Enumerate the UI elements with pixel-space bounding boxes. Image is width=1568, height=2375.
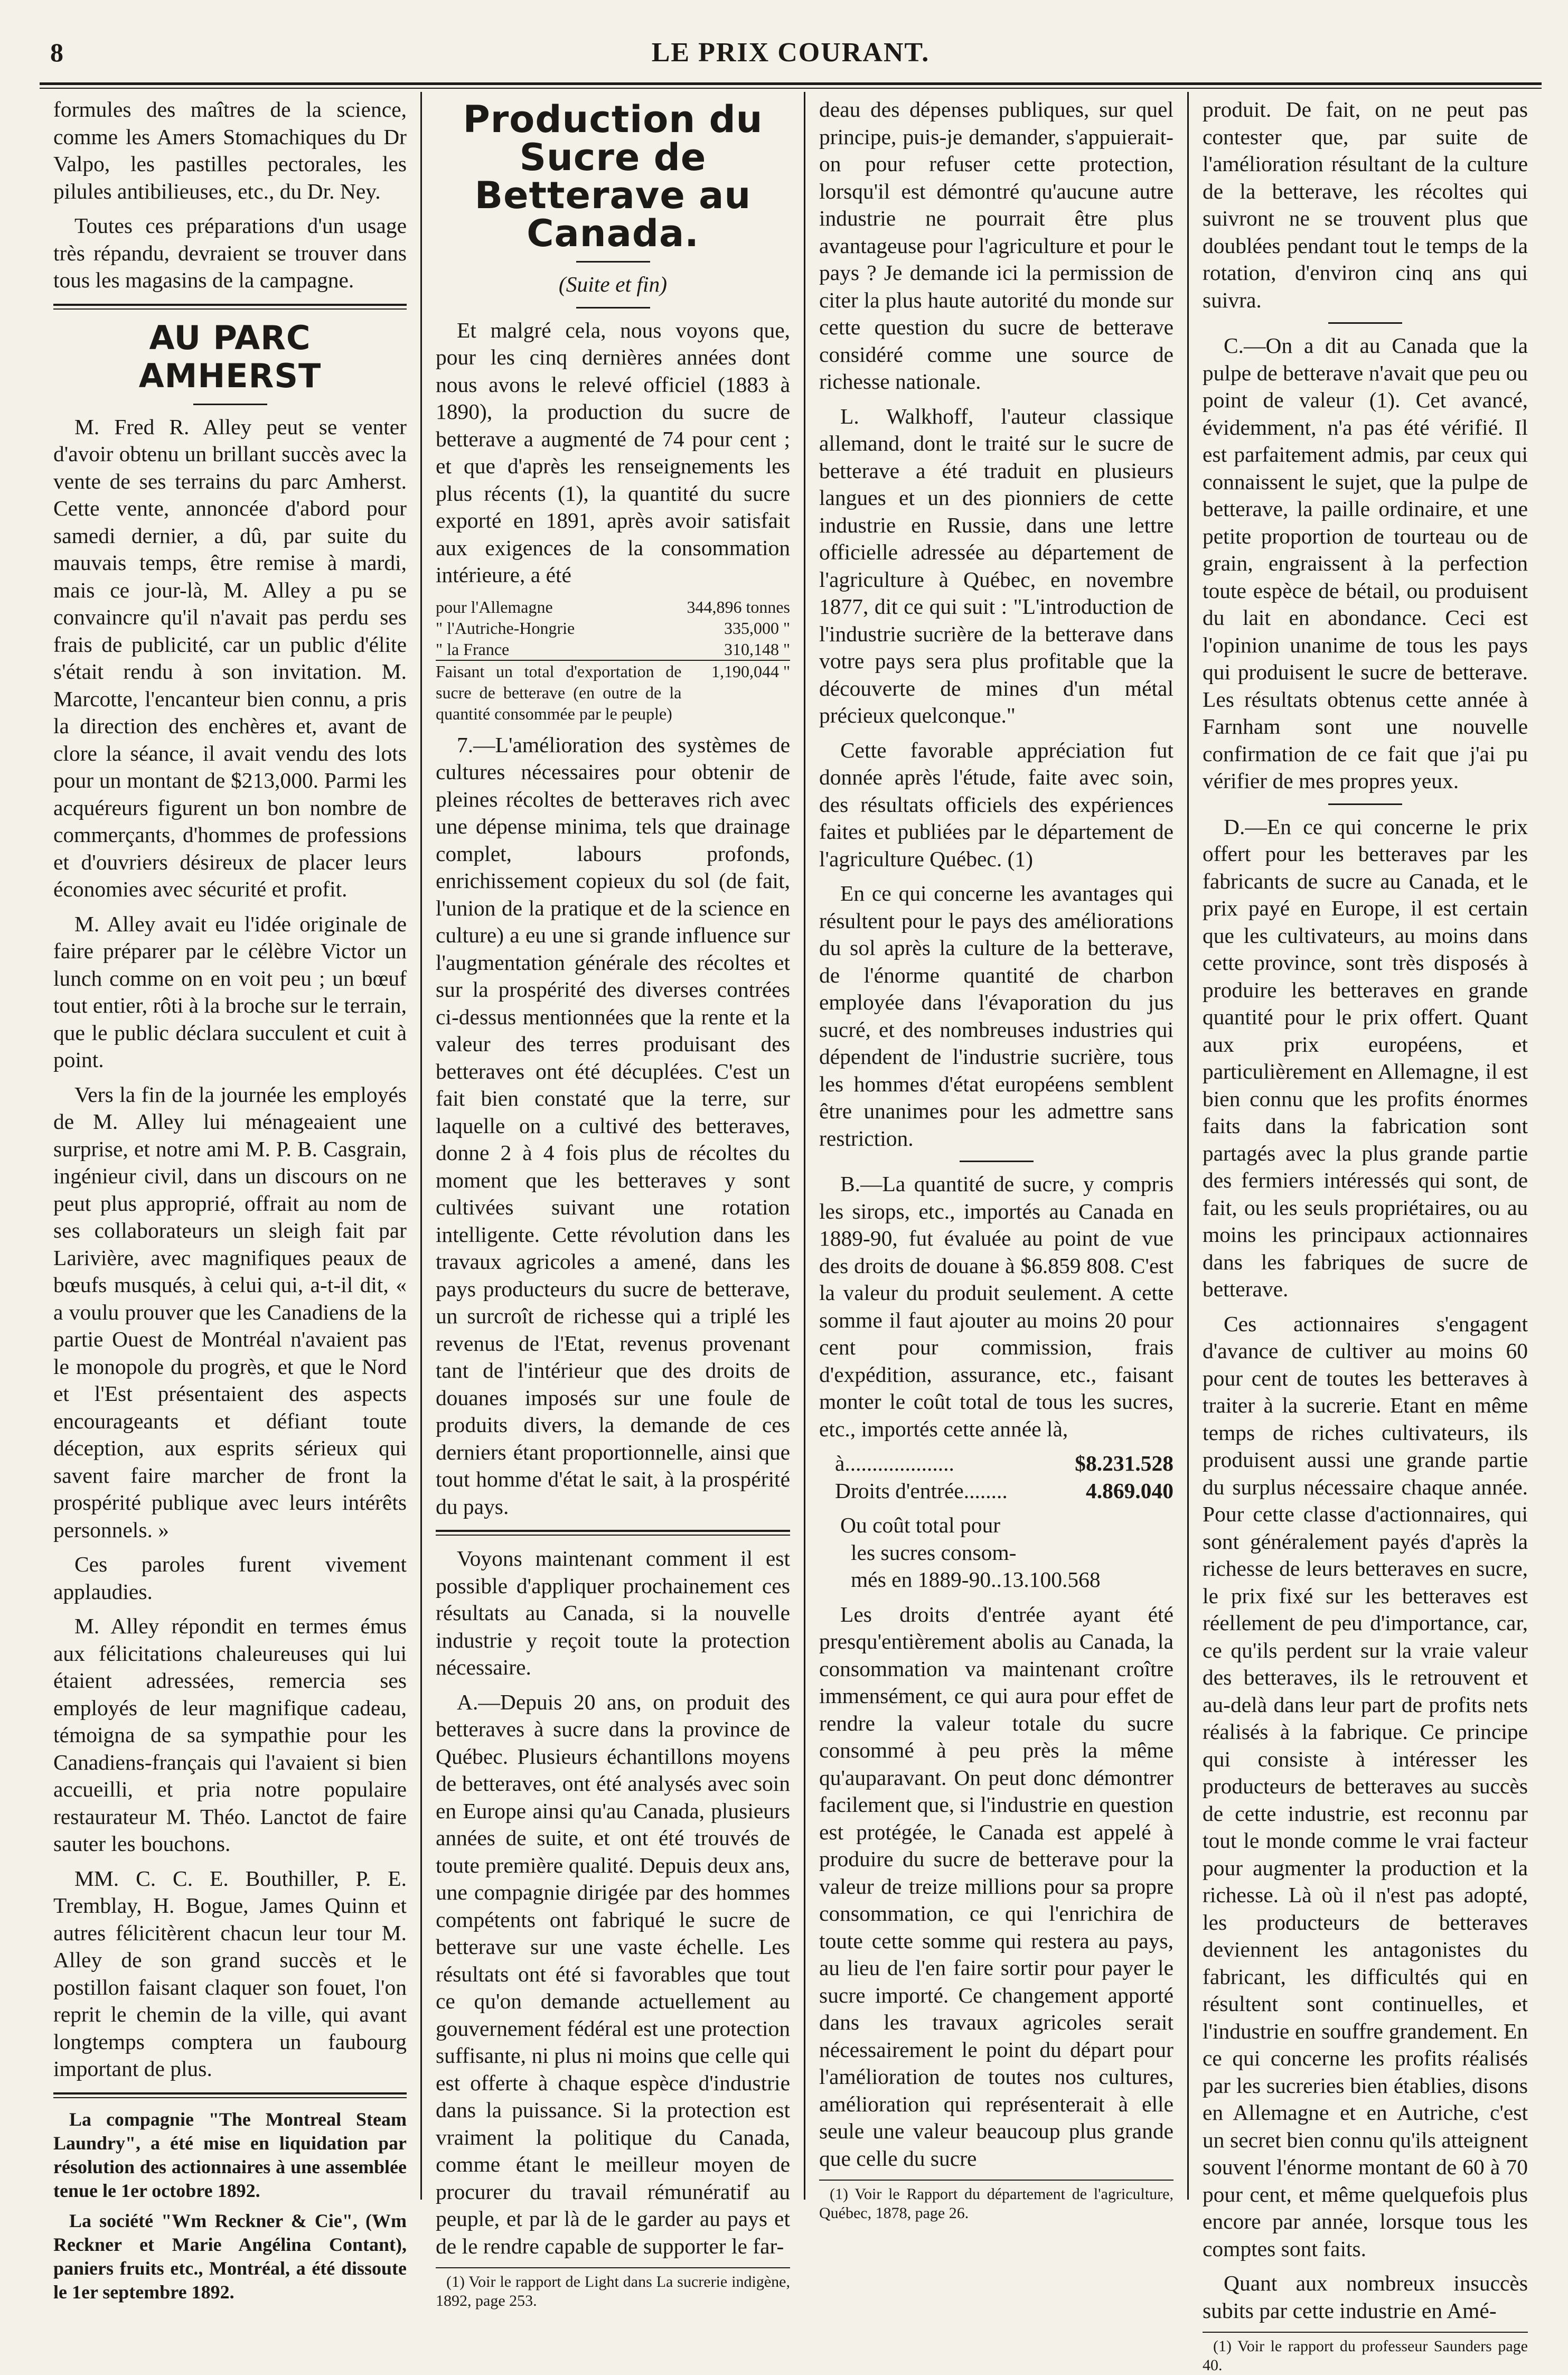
table-cell-value: 335,000 " [724, 618, 790, 638]
section-divider [1328, 803, 1402, 805]
legal-notice: La compagnie "The Montreal Steam Laundry", a été mise en liquidation par résolution des actionnaires à une assemblée tenue le 1er octobre 1892. [53, 2108, 407, 2201]
paragraph: Cette favorable appréciation fut donnée après l'étude, faite avec soin, des résultats officiels des expériences faites et publiées par le département de l'agriculture Québec. (1) [819, 737, 1173, 871]
figure-label: Droits d'entrée........ [835, 1478, 1008, 1503]
column-3 [805, 92, 1189, 2222]
paragraph: Toutes ces préparations d'un usage très répandu, devraient se trouver dans tous les magasins de la campagne. [53, 213, 407, 292]
column-1 [40, 92, 422, 2303]
paragraph: Quant aux nombreux insuccès subits par cette industrie en Amé- [1203, 2271, 1528, 2323]
section-divider [1328, 322, 1402, 324]
section-divider [960, 1161, 1034, 1162]
paragraph: L. Walkhoff, l'auteur classique allemand, dont le traité sur le sucre de betterave a été traduit en plusieurs langues et un des pionniers de cette industrie en Russie, dans une lettre officielle adressée au département de l'agriculture à Québec, en novembre 1877, dit ce qui suit : "L'introduction de l'industrie sucrière de la betterave dans votre pays sera plus profitable que la découverte de mines d'un métal précieux quelconque." [819, 404, 1173, 727]
legal-notice: La société "Wm Reckner & Cie", (Wm Reckner et Marie Angélina Contant), paniers fruits etc., Montréal, a été dissoute le 1er septembre 1892. [53, 2210, 407, 2303]
footnote-rule [1203, 2332, 1528, 2333]
paragraph: B.—La quantité de sucre, y compris les sirops, etc., importés au Canada en 1889-90, fut évaluée au point de vue des droits de douane à $6.859 808. C'est la valeur du produit seulement. A cette somme il faut ajouter au moins 20 pour cent pour commission, frais d'expédition, assurance, etc., faisant monter le coût total de tous les sucres, etc., importés cette année là, [819, 1172, 1173, 1441]
newspaper-title: LE PRIX COURANT. [651, 38, 930, 68]
columns [40, 92, 1542, 2374]
paragraph: Ces paroles furent vivement applaudies. [53, 1552, 407, 1604]
figure-row [819, 1478, 1173, 1505]
heading-rule [193, 404, 267, 405]
total-line: les sucres consom- [851, 1540, 1017, 1565]
section-divider [436, 1530, 790, 1536]
paragraph: Les droits d'entrée ayant été presqu'entièrement abolis au Canada, la consommation va maintenant croître immensément, ce qui aura pour effet de rendre la valeur totale du sucre consommé à peu près la même qu'auparavant. On peut donc démontrer facilement que, si l'industrie en question est protégée, le Canada est appelé à produire du sucre de betterave pour la valeur de treize millions pour sa propre consommation, ce qui l'enrichira de toute cette somme qui restera au pays, au lieu de l'en faire sortir pour payer le sucre importé. Ce changement apporté dans les travaux agricoles serait nécessairement le point du départ pour l'amélioration de toutes nos cultures, amélioration qui représenterait à elle seule une valeur beaucoup plus grande que celle du sucre [819, 1602, 1173, 2171]
footnote-rule [819, 2180, 1173, 2181]
figure-value: 4.869.040 [1086, 1478, 1173, 1503]
heading-rule [576, 307, 650, 308]
column-4 [1189, 92, 1542, 2374]
article-heading-sucre-betterave: Production du Sucre de Betterave au Canada. [463, 98, 763, 255]
table-cell-label: pour l'Allemagne [436, 597, 553, 616]
paragraph: C.—On a dit au Canada que la pulpe de betterave n'avait que peu ou point de valeur (1). Cet avancé, évidemment, n'a pas été vérifié. Il est parfaitement admis, par ceux qui connaissent le sujet, que la pulpe de betterave, la paille ordinaire, et une petite proportion de tourteau ou de grain, engraissent à la perfection toute espèce de bétail, ou produisent du lait en abondance. Ceci est l'opinion unanime de tous les pays qui produisent le sucre de betterave. Les résultats obtenus cette année à Farnham sont une nouvelle confirmation de ce fait que j'ai pu vérifier de mes propres yeux. [1203, 333, 1528, 793]
footnote-rule [436, 2267, 790, 2268]
paragraph: A.—Depuis 20 ans, on produit des betteraves à sucre dans la province de Québec. Plusieurs échantillons moyens de betteraves, ont été analysés avec soin en Europe ainsi qu'au Canada, plusieurs années de suite, et ont été trouvés de toute première qualité. Depuis deux ans, une compagnie dirigée par des hommes compétents ont fabriqué le sucre de betterave sur une vaste échelle. Les résultats ont été si favorables que tout ce qu'on demande actuellement au gouvernement fédéral est une protection suffisante, ni plus ni moins que celle qui est offerte à chaque espèce d'industrie dans la puissance. Si la protection est vraiment la politique du Canada, comme étant le meilleur moyen de procurer du travail rémunératif au peuple, et par là de le garder au pays et de le rendre capable de supporter le far- [436, 1689, 790, 2258]
page-number: 8 [50, 38, 63, 67]
section-divider [53, 304, 407, 310]
article-heading-parc-amherst: AU PARC AMHERST [138, 318, 322, 395]
figure-value: $8.231.528 [1075, 1451, 1173, 1475]
paragraph: En ce qui concerne les avantages qui résultent pour le pays des améliorations du sol après la culture de la betterave, de l'énorme quantité de charbon employée dans l'évaporation du jus sucré, et des nombreuses industries qui dépendent de l'industrie sucrière, tous les hommes d'état européens semblent être unanimes pour les admettre sans restriction. [819, 881, 1173, 1151]
paragraph: deau des dépenses publiques, sur quel principe, puis-je demander, s'appuierait-on pour refuser cette protection, lorsqu'il est démontré qu'aucune autre industrie ne pourrait être plus avantageuse pour l'agriculture et pour le pays ? Je demande ici la permission de citer la plus haute autorité du monde sur cette question du sucre de betterave considéré comme une source de richesse nationale. [819, 97, 1173, 394]
table-row [436, 639, 790, 660]
paragraph: M. Alley répondit en termes émus aux félicitations chaleureuses qui lui étaient adressées, remercia ses employés de leur magnifique cadeau, témoigna de sa sympathie pour les Canadiens-français qui l'avaient si bien accueilli, et pria notre populaire restaurateur M. Théo. Lanctot de faire sauter les bouchons. [53, 1614, 407, 1856]
export-table [436, 596, 790, 724]
footnote: (1) Voir le rapport du professeur Saunders page 40. [1203, 2337, 1528, 2374]
footnote: (1) Voir le rapport de Light dans La sucrerie indigène, 1892, page 253. [436, 2273, 790, 2309]
paragraph: Et malgré cela, nous voyons que, pour les cinq dernières années dont nous avons le relevé officiel (1883 à 1890), la production du sucre de betterave a augmenté de 74 pour cent ; et que d'après les renseignements les plus récents (1), la quantité du sucre exporté en 1891, après avoir satisfait aux exigences de la consommation intérieure, a été [436, 317, 790, 587]
masthead-rule [40, 82, 1542, 85]
column-2 [422, 92, 805, 2309]
total-line: més en 1889-90..13.100.568 [851, 1567, 1101, 1592]
heading-rule [576, 261, 650, 263]
table-row [436, 618, 790, 639]
paragraph: M. Alley avait eu l'idée originale de faire préparer par le célèbre Victor un lunch comme on en voit peu ; un bœuf tout entier, rôti à la broche sur le terrain, que le public déclara succulent et cuit à point. [53, 911, 407, 1072]
paragraph: D.—En ce qui concerne le prix offert pour les betteraves par les fabricants de sucre au Canada, et le prix payé en Europe, il est certain que les cultivateurs, au moins dans cette province, sont très disposés à produire les betteraves en grande quantité pour le prix offert. Quant aux prix européens, et particulièrement en Allemagne, il est bien connu que les profits énormes faits dans la fabrication sont partagés avec la plus grande partie des fermiers intéressés qui sont, de fait, ou les seuls propriétaires, ou au moins les principaux actionnaires dans les fabriques de sucre de betterave. [1203, 814, 1528, 1301]
paragraph: MM. C. C. E. Bouthiller, P. E. Tremblay, H. Bogue, James Quinn et autres félicitèrent chacun leur tour M. Alley de son grand succès et le postillon faisant claquer son fouet, l'on reprit le chemin de la ville, qui avant longtemps comptera un faubourg important de plus. [53, 1866, 407, 2081]
table-cell-value: 344,896 tonnes [687, 597, 790, 616]
footnote: (1) Voir le Rapport du département de l'agriculture, Québec, 1878, page 26. [819, 2185, 1173, 2222]
table-row [436, 596, 790, 618]
section-divider [53, 2092, 407, 2098]
total-line: Ou coût total pour [840, 1513, 1001, 1537]
paragraph: produit. De fait, on ne peut pas contester que, par suite de l'amélioration résultant de la culture de la betterave, les récoltes qui suivront ne se trouvent plus que doublées pendant tout le temps de la rotation, d'environ cinq ans qui suivra. [1203, 97, 1528, 312]
table-cell-label: " l'Autriche-Hongrie [436, 618, 575, 638]
article-subtitle: (Suite et fin) [558, 272, 668, 296]
paragraph: 7.—L'amélioration des systèmes de cultures nécessaires pour obtenir de pleines récoltes de betteraves rich avec une dépense minima, tels que drainage complet, labours profonds, enrichissement copieux du sol (de fait, l'union de la pratique et de la science en culture) a eu une si grande influence sur l'augmentation générale des récoltes et sur la prospérité des diverses contrées ci-dessus mentionnées que la rente et la valeur des terres produisant des betteraves ont été décuplées. C'est un fait bien constaté que la terre, sur laquelle on a cultivé des betteraves, donne 2 à 4 fois plus de récoltes du moment que les betteraves y sont cultivées suivant une rotation intelligente. Cette révolution dans les travaux agricoles a amené, dans les pays producteurs du sucre de betterave, un surcroît de richesse qui a triplé les revenus de l'Etat, revenus provenant tant de l'intérieur que des droits de douanes imposés sur une foule de produits divers, la demande de ces derniers étant proportionnelle, ainsi que tout homme d'état le sait, à la prospérité du pays. [436, 732, 790, 1519]
paragraph: Voyons maintenant comment il est possible d'appliquer prochainement ces résultats au Canada, si la nouvelle industrie y reçoit toute la protection nécessaire. [436, 1546, 790, 1679]
table-cell-label: " la France [436, 639, 510, 659]
table-total-label: Faisant un total d'exportation de sucre de betterave (en outre de la quantité consommée par le peuple) [436, 660, 681, 724]
paragraph: Ces actionnaires s'engagent d'avance de cultiver au moins 60 pour cent de toutes les betteraves à traiter à la sucrerie. Etant en même temps de riches cultivateurs, ils produisent aussi une grande partie du surplus nécessaire chaque année. Pour cette classe d'actionnaires, qui sont généralement payés d'après la richesse de leurs betteraves en sucre, le prix fixé sur les betteraves est réellement de peu d'importance, car, ce qu'ils perdent sur la vraie valeur des betteraves, ils le retrouvent et au-delà dans leur part de profits nets réalisés à la fabrique. Ce principe qui consiste à intéresser les producteurs de betteraves au succès de cette industrie, est reconnu par tout le monde comme le vrai facteur pour augmenter la production et la richesse. Là où il n'est pas adopté, les producteurs de betteraves deviennent les antagonistes du fabricant, les difficultés qui en résultent sont continuelles, et l'industrie en souffre grandement. En ce qui concerne les profits réalisés par les sucreries bien établies, disons en Allemagne et en Autriche, c'est un secret bien connu qu'ils atteignent souvent l'énorme montant de 60 à 70 pour cent, et même quelquefois plus encore par année, lorsque tous les comptes sont faits. [1203, 1311, 1528, 2261]
figure-row [819, 1450, 1173, 1478]
masthead-rule-thin [40, 88, 1542, 89]
masthead [40, 32, 1542, 69]
paragraph: formules des maîtres de la science, comme les Amers Stomachiques du Dr Valpo, les pastilles pectorales, les pilules antibilieuses, etc., du Dr. Ney. [53, 97, 407, 203]
figure-label: à.................... [835, 1451, 954, 1475]
table-total-value: 1,190,044 " [681, 660, 790, 724]
table-cell-value: 310,148 " [724, 639, 790, 659]
table-total-row [436, 660, 790, 724]
total-block [819, 1512, 1173, 1594]
paragraph: M. Fred R. Alley peut se venter d'avoir obtenu un brillant succès avec la vente de ses terrains du parc Amherst. Cette vente, annoncée d'abord pour samedi dernier, a dû, par suite du mauvais temps, être remise à mardi, mais ce jour-là, M. Alley a pu se convaincre qu'il n'avait pas perdu ses frais de publicité, car un public d'élite s'était rendu à son invitation. M. Marcotte, l'encanteur bien connu, a pris la direction des enchères et, avant de clore la séance, il avait vendu des lots pour un montant de $213,000. Parmi les acquéreurs figurent un bon nombre de commerçants, d'hommes de professions et d'ouvriers désireux de placer leurs économies avec sécurité et profit. [53, 414, 407, 901]
paragraph: Vers la fin de la journée les employés de M. Alley lui ménageaient une surprise, et notre ami M. P. B. Casgrain, ingénieur civil, dans un discours on ne peut plus approprié, offrait au nom de ses collaborateurs un sleigh fait par Larivière, avec magnifiques peaux de bœufs musqués, à celui qui, a-t-il dit, « a voulu prouver que les Canadiens de la partie Ouest de Montréal n'avaient pas le monopole du progrès, et que le Nord et l'Est présentaient des aspects encourageants et défiant toute déception, aux esprits sérieux qui savent faire marcher de front la prospérité publique avec leurs intérêts personnels. » [53, 1082, 407, 1542]
